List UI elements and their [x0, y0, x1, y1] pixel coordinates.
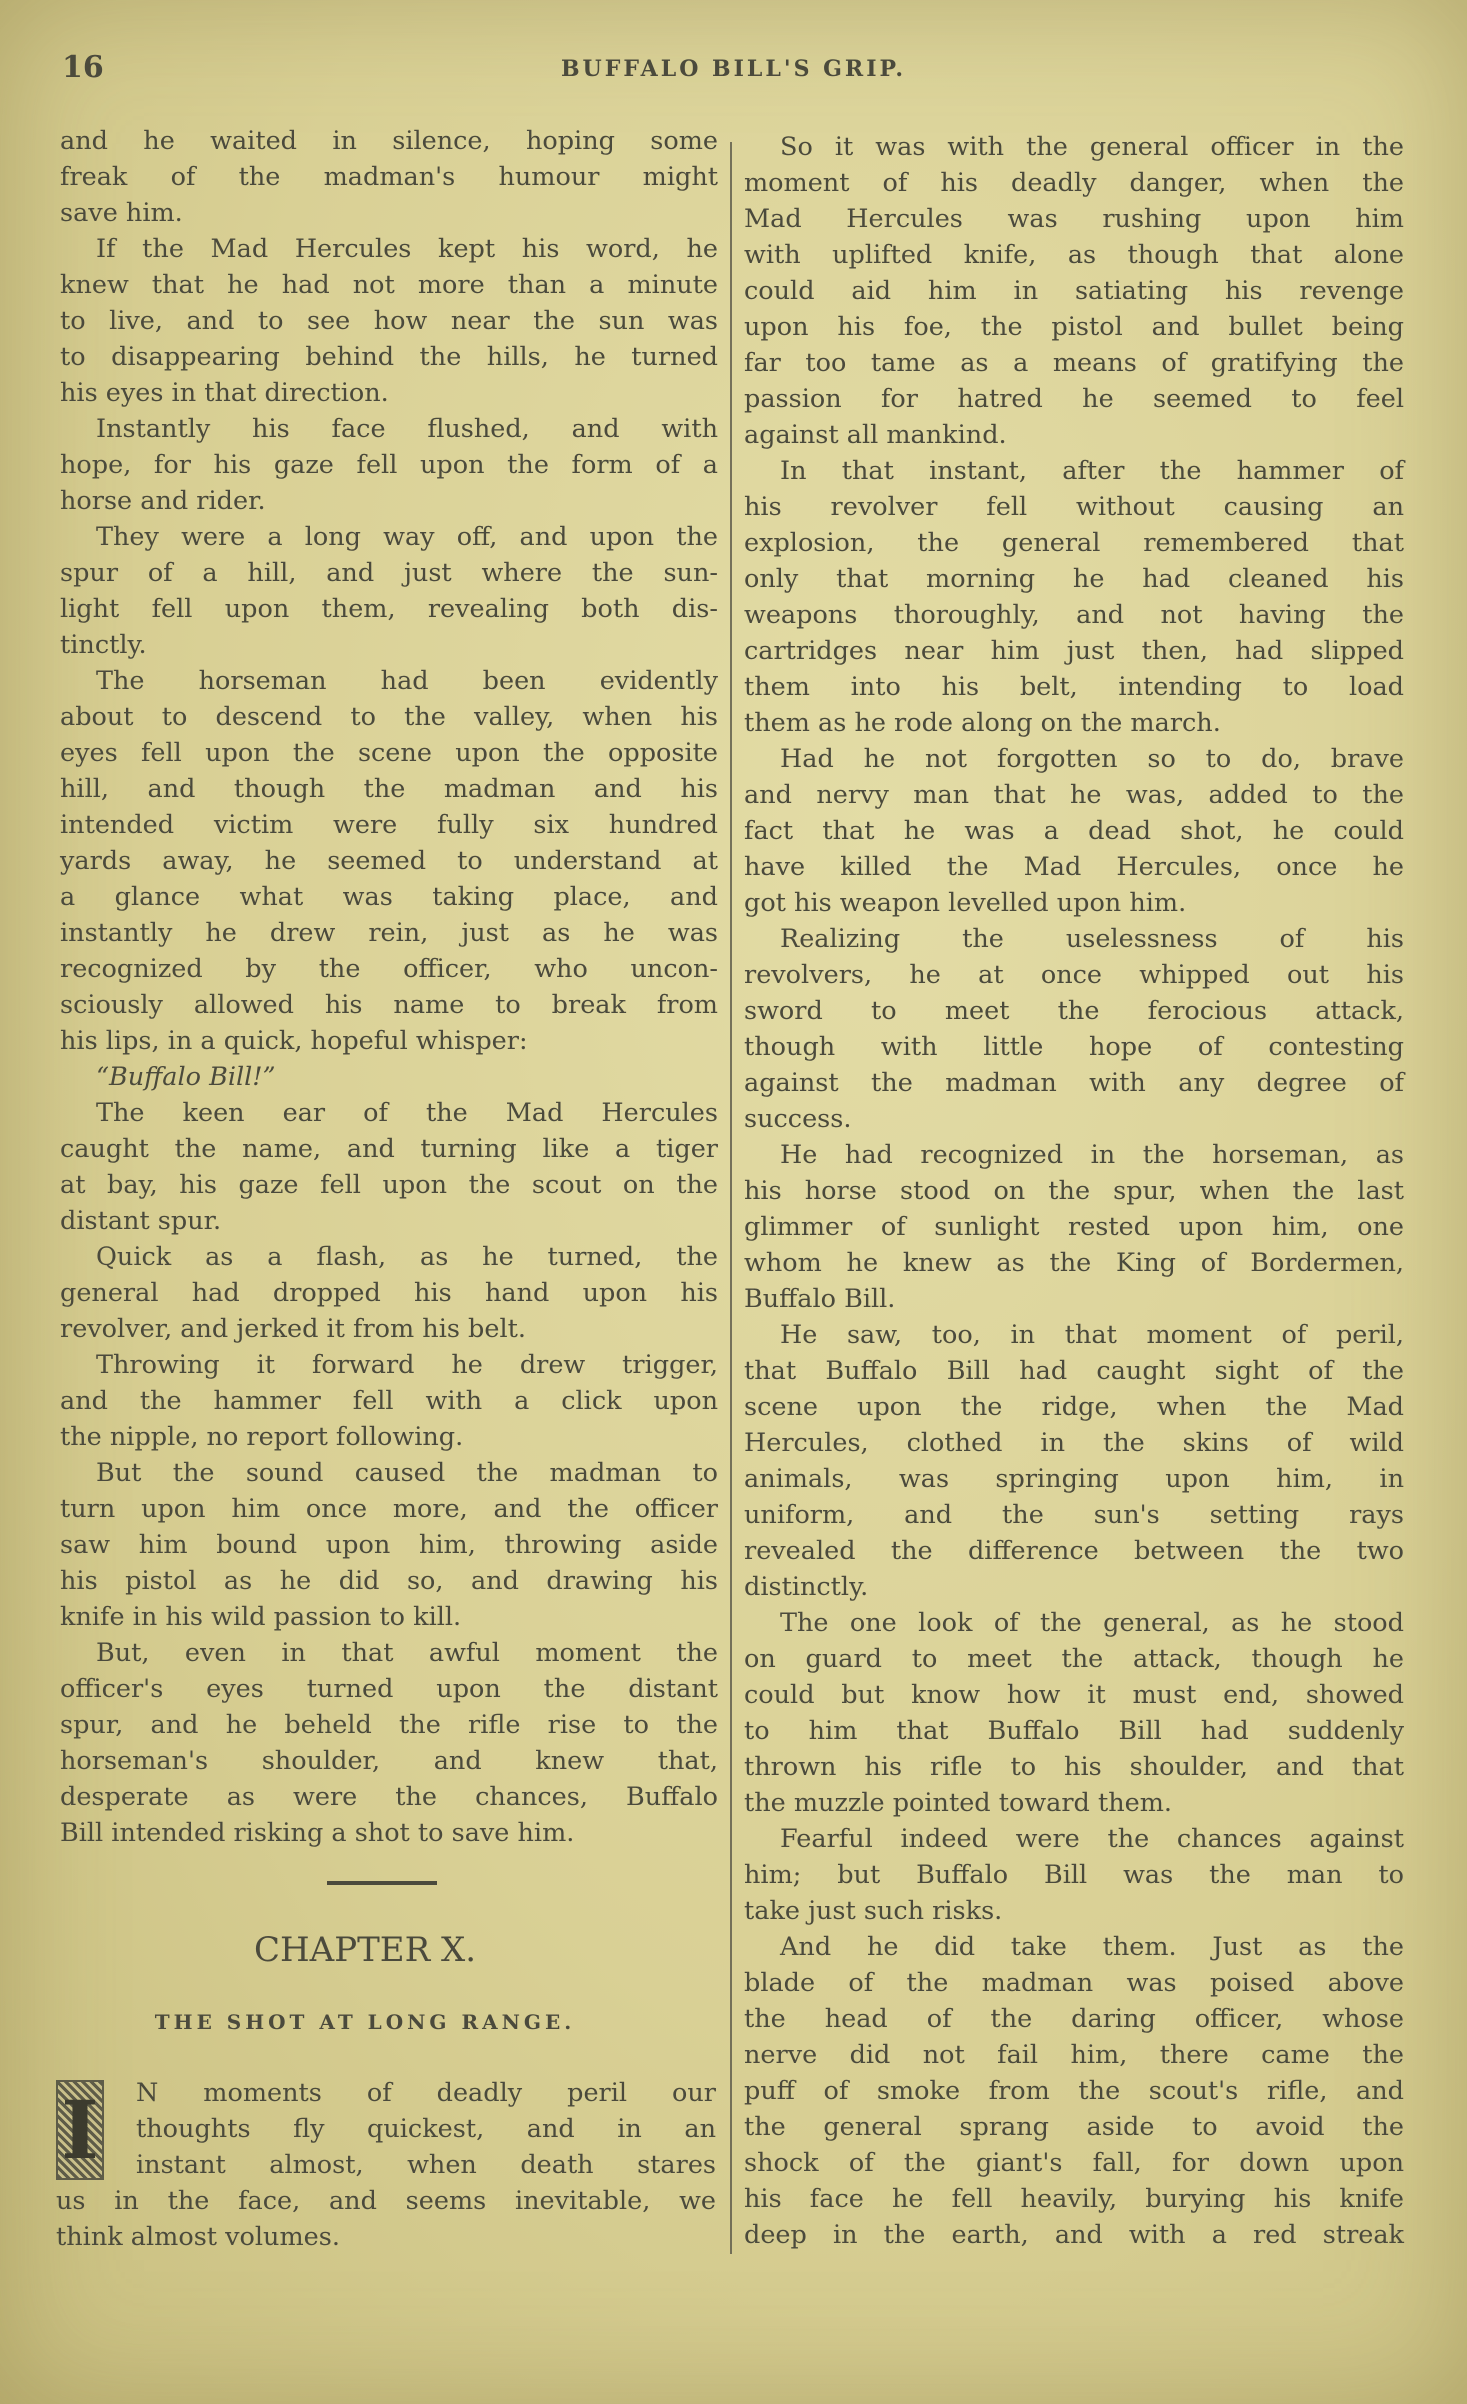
text-line: the general sprang aside to avoid the: [744, 2112, 1404, 2142]
text-line: blade of the madman was poised above: [744, 1968, 1404, 1998]
text-line: But, even in that awful moment the: [96, 1638, 718, 1668]
paragraph: [60, 519, 718, 663]
text-line: The keen ear of the Mad Hercules: [96, 1098, 718, 1128]
text-line: him; but Buffalo Bill was the man to: [744, 1860, 1404, 1890]
text-line: distant spur.: [60, 1206, 222, 1236]
text-line: horse and rider.: [60, 486, 266, 516]
text-line: fact that he was a dead shot, he could: [744, 816, 1404, 846]
paragraph: [744, 129, 1404, 453]
text-line: shock of the giant's fall, for down upon: [744, 2148, 1404, 2178]
text-line: scene upon the ridge, when the Mad: [744, 1392, 1404, 1422]
text-line: success.: [744, 1104, 852, 1134]
paragraph: [60, 1347, 718, 1455]
text-line: revealed the difference between the two: [744, 1536, 1404, 1566]
column-divider: [730, 142, 732, 2254]
text-line: “Buffalo Bill!”: [96, 1062, 276, 1092]
text-line: revolver, and jerked it from his belt.: [60, 1314, 526, 1344]
text-line: a glance what was taking place, and: [60, 882, 718, 912]
text-line: The one look of the general, as he stood: [780, 1608, 1404, 1638]
text-line: his revolver fell without causing an: [744, 492, 1404, 522]
paragraph: [60, 411, 718, 519]
text-line: to disappearing behind the hills, he turned: [60, 342, 718, 372]
text-line: glimmer of sunlight rested upon him, one: [744, 1212, 1404, 1242]
paragraph: [60, 663, 718, 1059]
text-line: He had recognized in the horseman, as: [780, 1140, 1404, 1170]
text-line: Instantly his face flushed, and with: [96, 414, 718, 444]
text-line: against all mankind.: [744, 420, 1007, 450]
text-line: spur, and he beheld the rifle rise to the: [60, 1710, 718, 1740]
text-line: horseman's shoulder, and knew that,: [60, 1746, 718, 1776]
paragraph: [744, 1929, 1404, 2253]
running-title: BUFFALO BILL'S GRIP.: [560, 56, 907, 82]
text-line: uniform, and the sun's setting rays: [744, 1500, 1404, 1530]
text-line: only that morning he had cleaned his: [744, 564, 1404, 594]
left-column: [60, 123, 718, 1851]
text-line: and he waited in silence, hoping some: [60, 126, 718, 156]
text-line: distinctly.: [744, 1572, 869, 1602]
text-line: tinctly.: [60, 630, 147, 660]
text-line: deep in the earth, and with a red streak: [744, 2220, 1404, 2250]
text-line: at bay, his gaze fell upon the scout on the: [60, 1170, 718, 1200]
text-line: knew that he had not more than a minute: [60, 270, 718, 300]
text-line: have killed the Mad Hercules, once he: [744, 852, 1404, 882]
paragraph: [744, 921, 1404, 1137]
text-line: his eyes in that direction.: [60, 378, 389, 408]
text-line: thoughts fly quickest, and in an: [136, 2114, 716, 2144]
text-line: and the hammer fell with a click upon: [60, 1386, 718, 1416]
drop-cap: I: [56, 2080, 104, 2180]
text-line: caught the name, and turning like a tiger: [60, 1134, 718, 1164]
chapter-intro-paragraph: [56, 2075, 716, 2255]
text-line: animals, was springing upon him, in: [744, 1464, 1404, 1494]
text-line: nerve did not fail him, there came the: [744, 2040, 1404, 2070]
text-line: save him.: [60, 198, 183, 228]
text-line: cartridges near him just then, had slipped: [744, 636, 1404, 666]
text-line: instantly he drew rein, just as he was: [60, 918, 718, 948]
text-line: Hercules, clothed in the skins of wild: [744, 1428, 1404, 1458]
chapter-subtitle: THE SHOT AT LONG RANGE.: [154, 2010, 576, 2034]
text-line: Quick as a flash, as he turned, the: [96, 1242, 718, 1272]
text-line: to him that Buffalo Bill had suddenly: [744, 1716, 1404, 1746]
text-line: So it was with the general officer in the: [780, 132, 1404, 162]
text-line: got his weapon levelled upon him.: [744, 888, 1187, 918]
text-line: though with little hope of contesting: [744, 1032, 1404, 1062]
text-line: take just such risks.: [744, 1896, 1003, 1926]
text-line: them into his belt, intending to load: [744, 672, 1404, 702]
text-line: weapons thoroughly, and not having the: [744, 600, 1404, 630]
text-line: puff of smoke from the scout's rifle, and: [744, 2076, 1404, 2106]
text-line: yards away, he seemed to understand at: [60, 846, 718, 876]
text-line: sciously allowed his name to break from: [60, 990, 718, 1020]
text-line: officer's eyes turned upon the distant: [60, 1674, 718, 1704]
paragraph: [744, 1821, 1404, 1929]
text-line: his horse stood on the spur, when the last: [744, 1176, 1404, 1206]
text-line: upon his foe, the pistol and bullet being: [744, 312, 1404, 342]
text-line: And he did take them. Just as the: [780, 1932, 1404, 1962]
paragraph: [60, 1635, 718, 1851]
text-line: to live, and to see how near the sun was: [60, 306, 718, 336]
text-line: Mad Hercules was rushing upon him: [744, 204, 1404, 234]
text-line: They were a long way off, and upon the: [96, 522, 718, 552]
text-line: could aid him in satiating his revenge: [744, 276, 1404, 306]
text-line: on guard to meet the attack, though he: [744, 1644, 1404, 1674]
paragraph: [60, 231, 718, 411]
paragraph: [744, 1605, 1404, 1821]
paragraph: [744, 453, 1404, 741]
text-line: light fell upon them, revealing both dis-: [60, 594, 718, 624]
paragraph: [60, 1455, 718, 1635]
text-line: passion for hatred he seemed to feel: [744, 384, 1404, 414]
text-line: spur of a hill, and just where the sun-: [60, 558, 718, 588]
text-line: Bill intended risking a shot to save him.: [60, 1818, 575, 1848]
text-line: general had dropped his hand upon his: [60, 1278, 718, 1308]
text-line: whom he knew as the King of Bordermen,: [744, 1248, 1404, 1278]
text-line: explosion, the general remembered that: [744, 528, 1404, 558]
paragraph: [744, 1317, 1404, 1605]
text-line: moment of his deadly danger, when the: [744, 168, 1404, 198]
text-line: the nipple, no report following.: [60, 1422, 464, 1452]
paragraph: [60, 1059, 718, 1095]
text-line: The horseman had been evidently: [96, 666, 718, 696]
text-line: thrown his rifle to his shoulder, and that: [744, 1752, 1404, 1782]
text-line: his pistol as he did so, and drawing his: [60, 1566, 718, 1596]
text-line: turn upon him once more, and the officer: [60, 1494, 718, 1524]
page-number: 16: [62, 50, 104, 85]
text-line: that Buffalo Bill had caught sight of the: [744, 1356, 1404, 1386]
text-line: the muzzle pointed toward them.: [744, 1788, 1173, 1818]
paragraph: [744, 741, 1404, 921]
right-column: [744, 129, 1404, 2253]
text-line: Realizing the uselessness of his: [780, 924, 1404, 954]
text-line: his lips, in a quick, hopeful whisper:: [60, 1026, 528, 1056]
section-rule: [327, 1881, 437, 1885]
text-line: us in the face, and seems inevitable, we: [56, 2186, 716, 2216]
text-line: N moments of deadly peril our: [136, 2078, 716, 2108]
text-line: If the Mad Hercules kept his word, he: [96, 234, 718, 264]
text-line: revolvers, he at once whipped out his: [744, 960, 1404, 990]
text-line: Throwing it forward he drew trigger,: [96, 1350, 718, 1380]
text-line: intended victim were fully six hundred: [60, 810, 718, 840]
text-line: and nervy man that he was, added to the: [744, 780, 1404, 810]
text-line: about to descend to the valley, when his: [60, 702, 718, 732]
paragraph: [60, 1239, 718, 1347]
text-line: the head of the daring officer, whose: [744, 2004, 1404, 2034]
text-line: In that instant, after the hammer of: [780, 456, 1404, 486]
text-line: Fearful indeed were the chances against: [780, 1824, 1404, 1854]
paragraph: [60, 123, 718, 231]
text-line: freak of the madman's humour might: [60, 162, 718, 192]
chapter-title: CHAPTER X.: [253, 1930, 476, 1970]
text-line: But the sound caused the madman to: [96, 1458, 718, 1488]
text-line: Had he not forgotten so to do, brave: [780, 744, 1404, 774]
text-line: think almost volumes.: [56, 2222, 340, 2252]
text-line: He saw, too, in that moment of peril,: [780, 1320, 1404, 1350]
text-line: hope, for his gaze fell upon the form of a: [60, 450, 718, 480]
text-line: hill, and though the madman and his: [60, 774, 718, 804]
text-line: desperate as were the chances, Buffalo: [60, 1782, 718, 1812]
text-line: instant almost, when death stares: [136, 2150, 716, 2180]
text-line: eyes fell upon the scene upon the opposite: [60, 738, 718, 768]
text-line: recognized by the officer, who uncon-: [60, 954, 718, 984]
paragraph: [60, 1095, 718, 1239]
text-line: saw him bound upon him, throwing aside: [60, 1530, 718, 1560]
text-line: with uplifted knife, as though that alone: [744, 240, 1404, 270]
text-line: against the madman with any degree of: [744, 1068, 1404, 1098]
text-line: knife in his wild passion to kill.: [60, 1602, 462, 1632]
paragraph: [744, 1137, 1404, 1317]
text-line: sword to meet the ferocious attack,: [744, 996, 1404, 1026]
text-line: far too tame as a means of gratifying the: [744, 348, 1404, 378]
text-line: them as he rode along on the march.: [744, 708, 1221, 738]
text-line: Buffalo Bill.: [744, 1284, 896, 1314]
text-line: could but know how it must end, showed: [744, 1680, 1404, 1710]
text-line: his face he fell heavily, burying his knife: [744, 2184, 1404, 2214]
